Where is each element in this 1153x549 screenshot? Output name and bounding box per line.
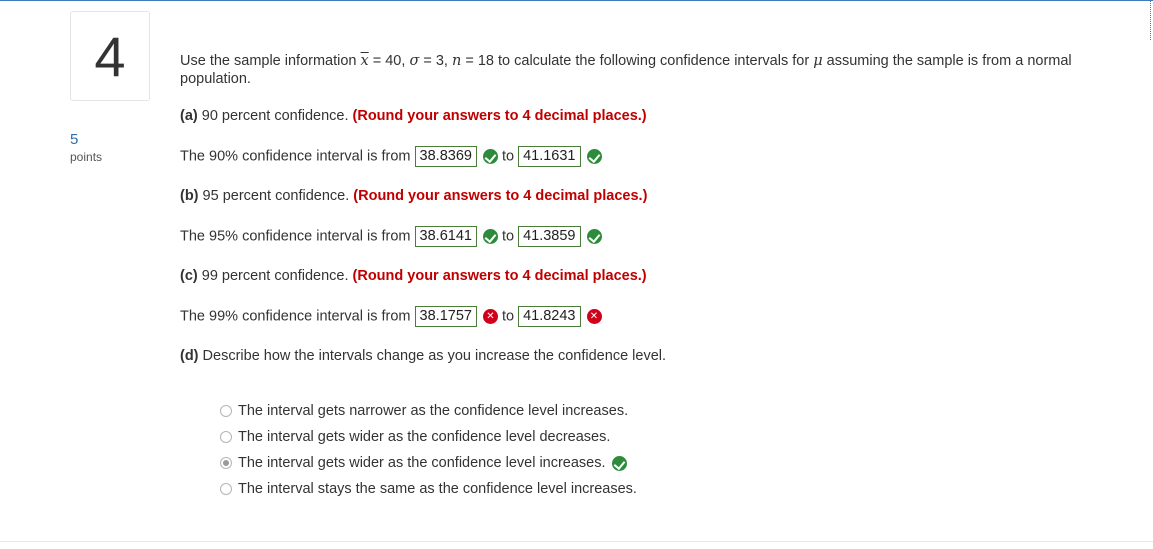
option-label: The interval gets wider as the confidence level decreases.	[238, 429, 611, 445]
x-circle-icon: ✕	[587, 309, 602, 324]
top-border	[0, 0, 1153, 1]
part-text: Describe how the intervals change as you increase the confidence level.	[198, 348, 667, 364]
n-symbol: n	[452, 53, 462, 69]
prompt-text: = 18 to calculate the following confidence intervals for	[461, 53, 814, 69]
part-b-answer	[180, 226, 606, 247]
option-label: The interval gets narrower as the confidence level increases.	[238, 403, 629, 419]
part-d-heading	[180, 347, 666, 365]
part-text: 90 percent confidence.	[197, 108, 353, 124]
right-edge-dotted	[1150, 0, 1151, 40]
xbar-symbol: $\overline{x}$	[360, 53, 369, 69]
part-c-heading	[180, 267, 647, 285]
option-narrower[interactable]	[220, 398, 637, 424]
x-circle-icon: ✕	[483, 309, 498, 324]
answer-prefix: The 90% confidence interval is from	[180, 148, 411, 165]
check-circle-icon	[587, 149, 602, 164]
prompt-text: = 40,	[368, 53, 410, 69]
rounding-note: (Round your answers to 4 decimal places.)	[352, 268, 647, 284]
question-prompt	[180, 52, 1105, 88]
prompt-text: assuming the sample is from a normal population.	[180, 53, 1072, 87]
answer-prefix: The 95% confidence interval is from	[180, 228, 411, 245]
part-c-lower-input[interactable]: 38.1757	[415, 306, 477, 327]
rounding-note: (Round your answers to 4 decimal places.)	[353, 188, 648, 204]
prompt-text: = 3,	[419, 53, 452, 69]
option-same[interactable]	[220, 476, 637, 502]
points-value: 5	[70, 131, 79, 148]
part-a-heading	[180, 107, 647, 125]
prompt-text: Use the sample information	[180, 53, 361, 69]
part-text: 99 percent confidence.	[197, 268, 353, 284]
to-label: to	[501, 228, 515, 245]
part-c-answer	[180, 306, 606, 327]
option-wider-increases[interactable]	[220, 450, 637, 476]
radio-button[interactable]	[220, 405, 232, 417]
part-text: 95 percent confidence.	[198, 188, 354, 204]
part-d-options	[220, 398, 637, 502]
sigma-symbol: σ	[409, 53, 420, 69]
part-a-answer	[180, 146, 606, 167]
answer-prefix: The 99% confidence interval is from	[180, 308, 411, 325]
part-letter: (b)	[180, 188, 199, 204]
part-a-upper-input[interactable]: 41.1631	[518, 146, 580, 167]
check-circle-icon	[483, 229, 498, 244]
check-circle-icon	[483, 149, 498, 164]
to-label: to	[501, 148, 515, 165]
option-label: The interval gets wider as the confidence level increases.	[238, 455, 606, 471]
check-circle-icon	[612, 456, 627, 471]
part-c-upper-input[interactable]: 41.8243	[518, 306, 580, 327]
part-letter: (a)	[180, 108, 198, 124]
to-label: to	[501, 308, 515, 325]
part-b-lower-input[interactable]: 38.6141	[415, 226, 477, 247]
check-circle-icon	[587, 229, 602, 244]
bottom-divider	[0, 541, 1153, 542]
part-b-heading	[180, 187, 647, 205]
radio-button[interactable]	[220, 483, 232, 495]
points-label: points	[70, 150, 103, 164]
part-letter: (d)	[180, 348, 199, 364]
part-letter: (c)	[180, 268, 198, 284]
option-label: The interval stays the same as the confidence level increases.	[238, 481, 637, 497]
radio-button[interactable]	[220, 431, 232, 443]
rounding-note: (Round your answers to 4 decimal places.)	[352, 108, 647, 124]
radio-button-selected[interactable]	[220, 457, 232, 469]
question-number: 4	[70, 11, 150, 101]
option-wider-decreases[interactable]	[220, 424, 637, 450]
mu-symbol: μ	[813, 53, 823, 69]
part-a-lower-input[interactable]: 38.8369	[415, 146, 477, 167]
part-b-upper-input[interactable]: 41.3859	[518, 226, 580, 247]
